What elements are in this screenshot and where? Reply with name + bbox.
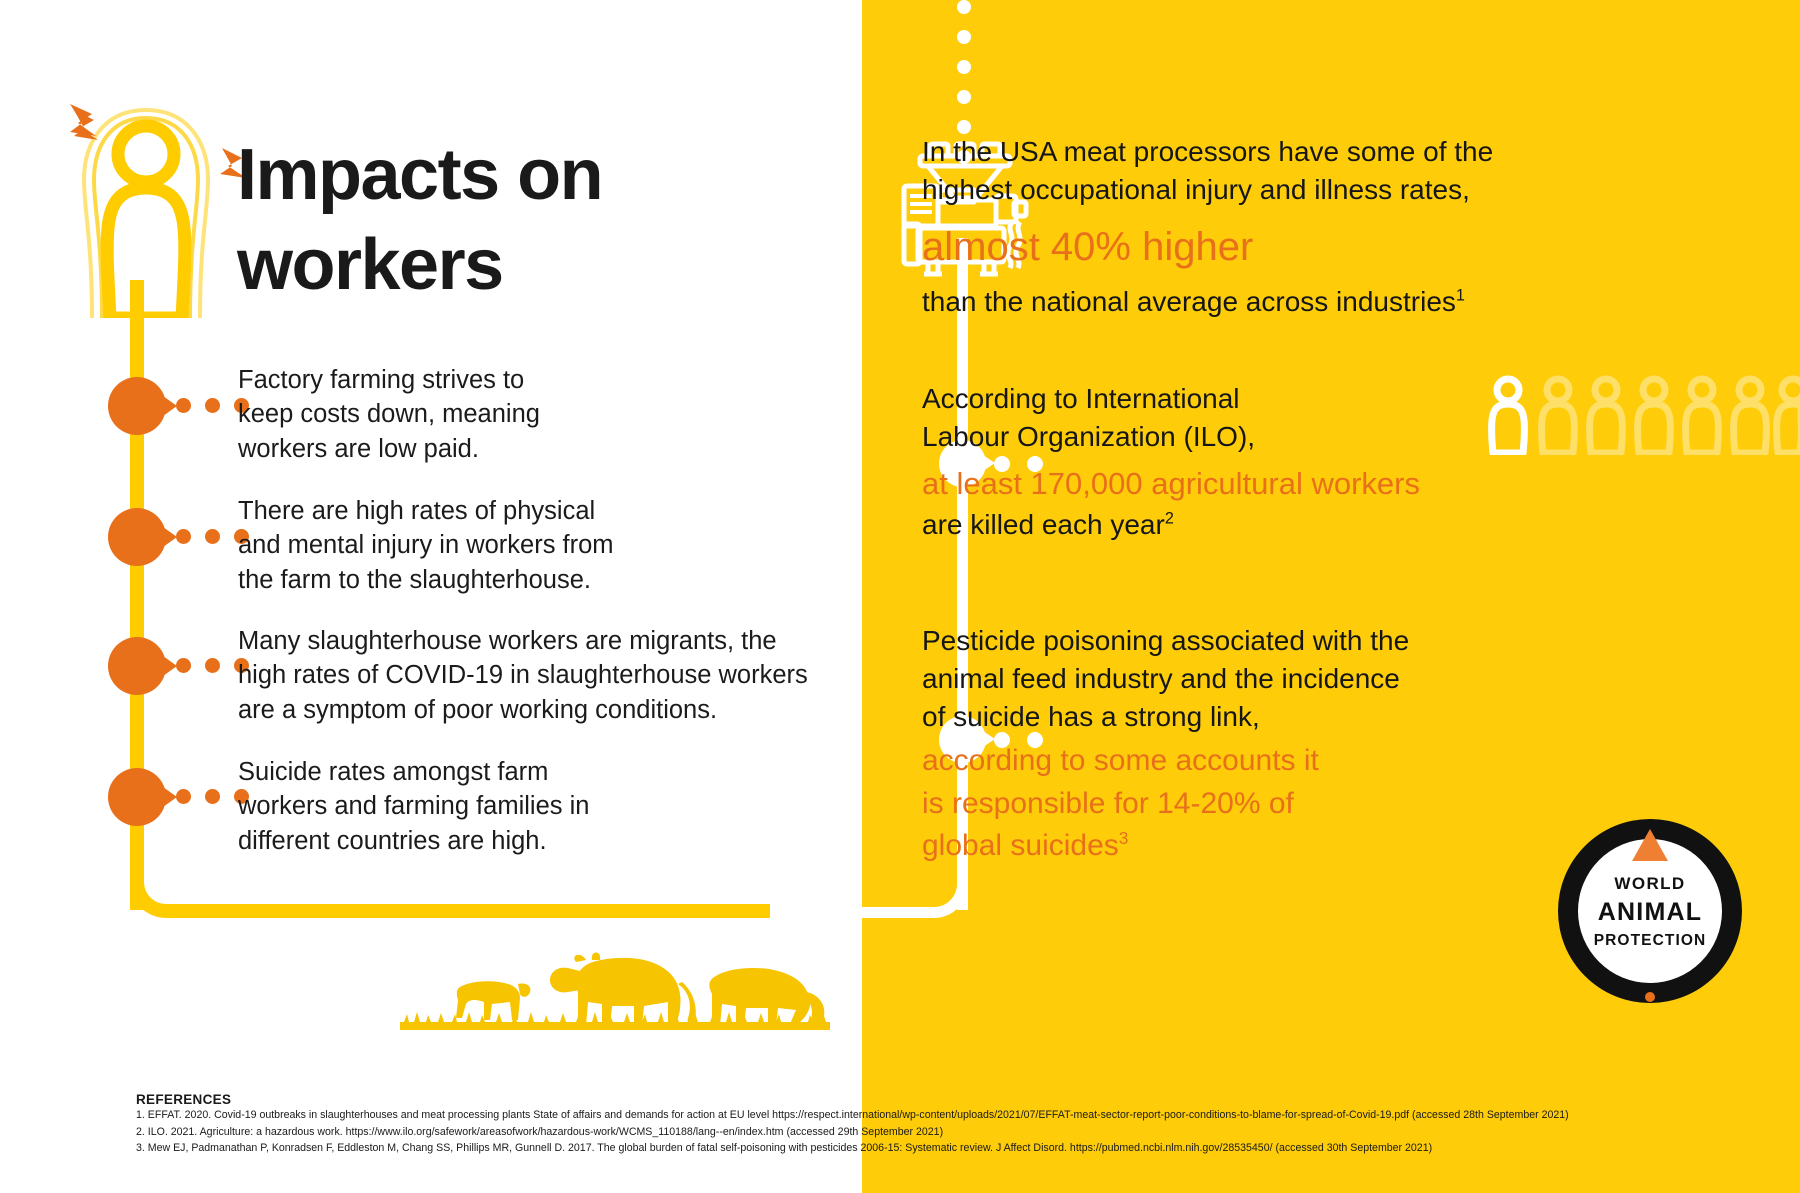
right-block-lead-line: animal feed industry and the incidence — [922, 663, 1400, 695]
right-block-lead-line: Labour Organization (ILO), — [922, 421, 1256, 453]
right-block-usa-injury-rates — [922, 133, 1542, 321]
left-item-line: different countries are high. — [238, 826, 547, 855]
left-item-suicide-rates — [238, 755, 778, 858]
left-timeline-marker-1 — [108, 377, 166, 435]
left-item-line: Many slaughterhouse workers are migrants, the — [238, 627, 777, 655]
left-item-migrants-covid — [238, 624, 808, 727]
right-block-highlight-text: global suicides — [922, 829, 1119, 863]
right-block-ilo-agricultural-deaths — [922, 380, 1542, 544]
left-item-injury-rates — [238, 494, 778, 597]
footnote-ref-3: 3 — [1118, 828, 1129, 849]
left-item-line: are a symptom of poor working conditions. — [238, 695, 718, 724]
left-item-line: high rates of COVID-19 in slaughterhouse workers — [238, 661, 808, 690]
footnote-ref-1: 1 — [1455, 286, 1465, 305]
left-timeline-marker-2 — [108, 508, 166, 566]
left-timeline-marker-4 — [108, 768, 166, 826]
svg-text:PROTECTION: PROTECTION — [1593, 932, 1707, 949]
reference-item: 3. Mew EJ, Padmanathan P, Konradsen F, Eddleston M, Chang SS, Phillips MR, Gunnell D. 2017. The global burden of fatal self-poisoning with pesticides 2006-15: Systematic review. J Affect Disord. https://pubmed.ncbi.nlm.nih.gov/28535450/ (accessed 30th September 2021) — [136, 1142, 1433, 1155]
right-block-pesticide-suicide — [922, 622, 1542, 868]
right-block-lead-line: According to International — [922, 383, 1240, 414]
stressed-worker-icon — [46, 88, 246, 318]
references — [136, 1092, 1569, 1157]
svg-text:ANIMAL: ANIMAL — [1597, 898, 1703, 926]
left-timeline-marker-3 — [108, 637, 166, 695]
page-title-line-1: Impacts on — [237, 135, 603, 215]
left-item-line: Factory farming strives to — [238, 366, 525, 394]
right-block-tail-text: than the national average across industries — [922, 286, 1456, 318]
cattle-silhouette-icon — [400, 940, 830, 1030]
world-animal-protection-logo — [1556, 817, 1744, 1005]
left-item-line: There are high rates of physical — [238, 497, 596, 525]
left-item-line: workers and farming families in — [238, 792, 590, 821]
right-block-lead-line: Pesticide poisoning associated with the — [922, 625, 1410, 656]
right-block-tail — [922, 506, 1542, 544]
page-title — [237, 130, 757, 310]
right-block-highlight-line — [922, 825, 1542, 868]
reference-item: 2. ILO. 2021. Agriculture: a hazardous work. https://www.ilo.org/safework/areasofwork/hazardous-work/WCMS_110188/lang--en/index.htm (accessed 29th September 2021) — [136, 1125, 944, 1138]
right-block-tail — [922, 283, 1542, 321]
left-item-line: workers are low paid. — [238, 434, 479, 463]
right-block-lead-line: In the USA meat processors have some of the — [922, 136, 1494, 167]
right-block-tail-text: are killed each year — [922, 509, 1165, 541]
right-block-highlight: at least 170,000 agricultural workers — [922, 466, 1420, 502]
left-item-low-pay — [238, 363, 758, 466]
right-block-lead-line: highest occupational injury and illness rates, — [922, 174, 1470, 206]
footnote-ref-2: 2 — [1164, 509, 1174, 528]
left-item-line: and mental injury in workers from — [238, 531, 614, 560]
right-block-highlight-line: is responsible for 14-20% of — [922, 786, 1294, 820]
references-heading: REFERENCES — [136, 1092, 232, 1107]
right-block-highlight: almost 40% higher — [922, 225, 1254, 270]
right-block-lead-line: of suicide has a strong link, — [922, 701, 1260, 733]
left-item-line: keep costs down, meaning — [238, 400, 540, 429]
svg-text:WORLD: WORLD — [1614, 874, 1686, 893]
reference-item: 1. EFFAT. 2020. Covid-19 outbreaks in slaughterhouses and meat processing plants State of affairs and demands for action at EU level https://respect.international/wp-content/uploads/2021/07/EFFAT-meat-sector-report-poor-conditions-to-blame-for-spread-of-Covid-19.pdf (accessed 28th September 2021) — [136, 1109, 1569, 1121]
right-block-highlight-line: according to some accounts it — [922, 744, 1319, 778]
left-item-line: the farm to the slaughterhouse. — [238, 565, 591, 594]
page-title-line-2: workers — [237, 225, 503, 305]
left-item-line: Suicide rates amongst farm — [238, 758, 549, 786]
